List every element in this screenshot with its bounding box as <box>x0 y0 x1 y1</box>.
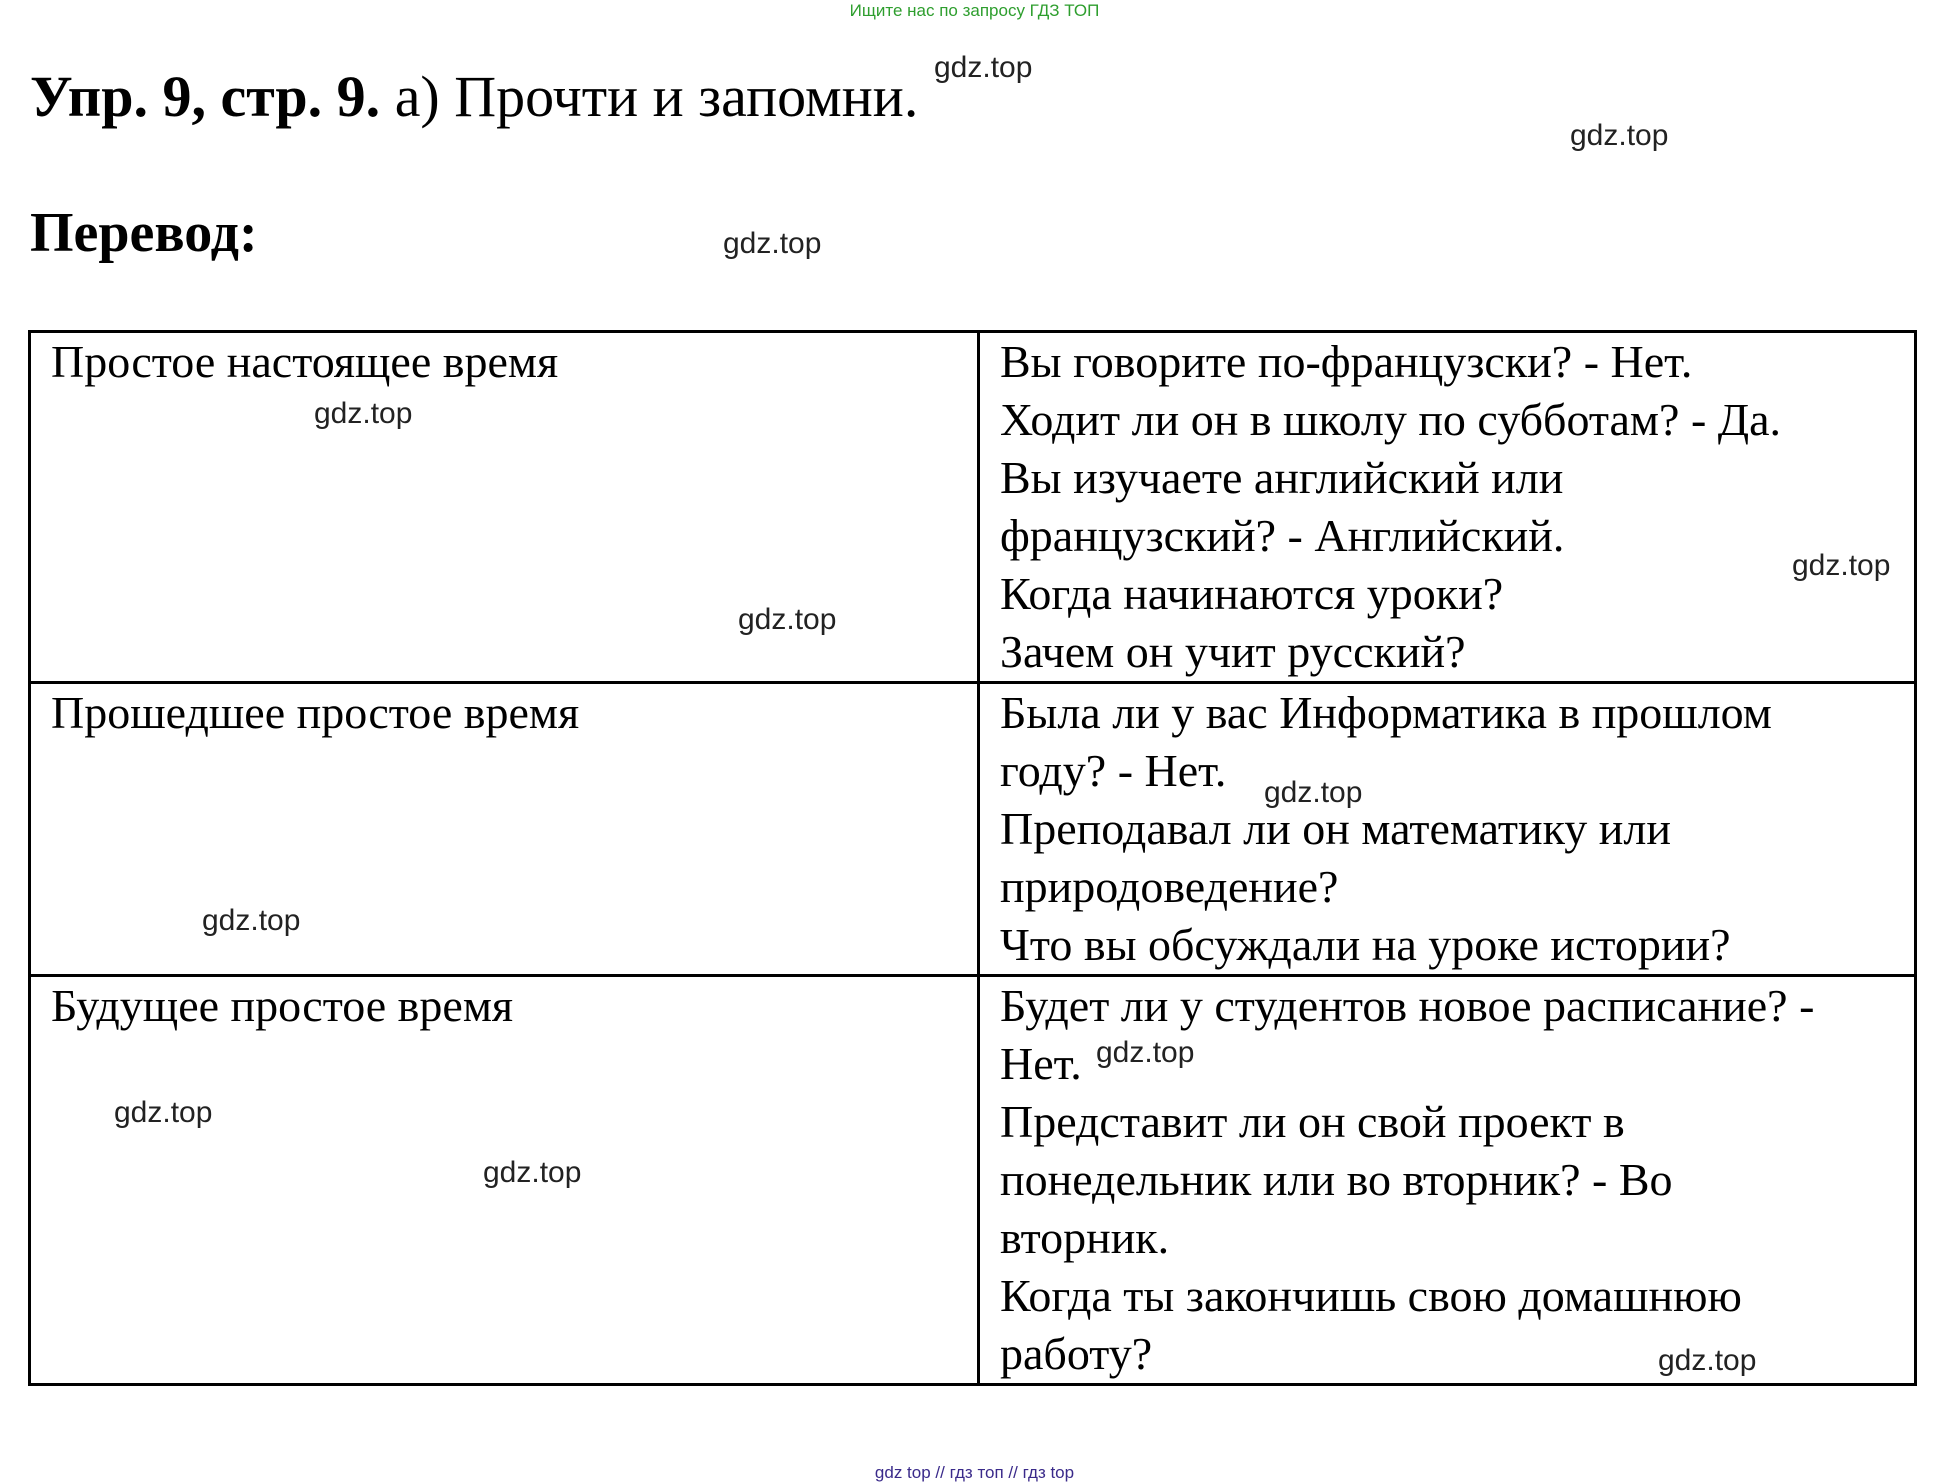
watermark: gdz.top <box>1792 549 1891 582</box>
example-line: вторник. <box>1000 1212 1170 1263</box>
table-row <box>30 683 1916 976</box>
example-line: Вы говорите по-французски? - Нет. <box>1000 336 1693 387</box>
watermark: gdz.top <box>483 1156 582 1189</box>
watermark: gdz.top <box>934 51 1033 84</box>
example-line: Зачем он учит русский? <box>1000 626 1466 677</box>
watermark: gdz.top <box>314 397 413 430</box>
examples-cell <box>979 332 1916 683</box>
example-line: Нет. <box>1000 1038 1082 1089</box>
examples-cell <box>979 683 1916 976</box>
tense-name: Прошедшее простое время <box>51 687 580 738</box>
example-line: Ходит ли он в школу по субботам? - Да. <box>1000 394 1782 445</box>
tense-name: Простое настоящее время <box>51 336 559 387</box>
tense-cell <box>30 683 979 976</box>
watermark: gdz.top <box>723 227 822 260</box>
grammar-table <box>28 330 1917 1386</box>
exercise-number: Упр. 9, стр. 9. <box>30 64 381 129</box>
watermark: gdz.top <box>1570 119 1669 152</box>
watermark: gdz.top <box>1264 776 1363 809</box>
watermark: gdz.top <box>1096 1036 1195 1069</box>
example-line: Преподавал ли он математику или <box>1000 803 1671 854</box>
watermark: gdz.top <box>1658 1344 1757 1377</box>
example-line: французский? - Английский. <box>1000 510 1565 561</box>
tense-name: Будущее простое время <box>51 980 514 1031</box>
watermark: gdz.top <box>738 603 837 636</box>
example-line: году? - Нет. <box>1000 745 1227 796</box>
example-line: Будет ли у студентов новое расписание? - <box>1000 980 1815 1031</box>
example-line: Вы изучаете английский или <box>1000 452 1564 503</box>
example-line: Когда начинаются уроки? <box>1000 568 1504 619</box>
translation-label: Перевод: <box>30 202 258 264</box>
example-line: Была ли у вас Информатика в прошлом <box>1000 687 1772 738</box>
footer: gdz top // гдз топ // гдз top <box>874 1463 1075 1482</box>
example-line: работу? <box>1000 1328 1153 1379</box>
exercise-heading <box>30 62 918 132</box>
watermark: gdz.top <box>202 904 301 937</box>
example-line: Когда ты закончишь свою домашнюю <box>1000 1270 1742 1321</box>
example-line: Представит ли он свой проект в <box>1000 1096 1625 1147</box>
table-row <box>30 332 1916 683</box>
watermark: gdz.top <box>114 1096 213 1129</box>
table-row <box>30 976 1916 1385</box>
exercise-instruction: а) Прочти и запомни. <box>380 64 919 129</box>
example-line: природоведение? <box>1000 861 1339 912</box>
example-line: Что вы обсуждали на уроке истории? <box>1000 919 1731 970</box>
example-line: понедельник или во вторник? - Во <box>1000 1154 1673 1205</box>
top-banner: Ищите нас по запросу ГДЗ ТОП <box>849 1 1100 20</box>
